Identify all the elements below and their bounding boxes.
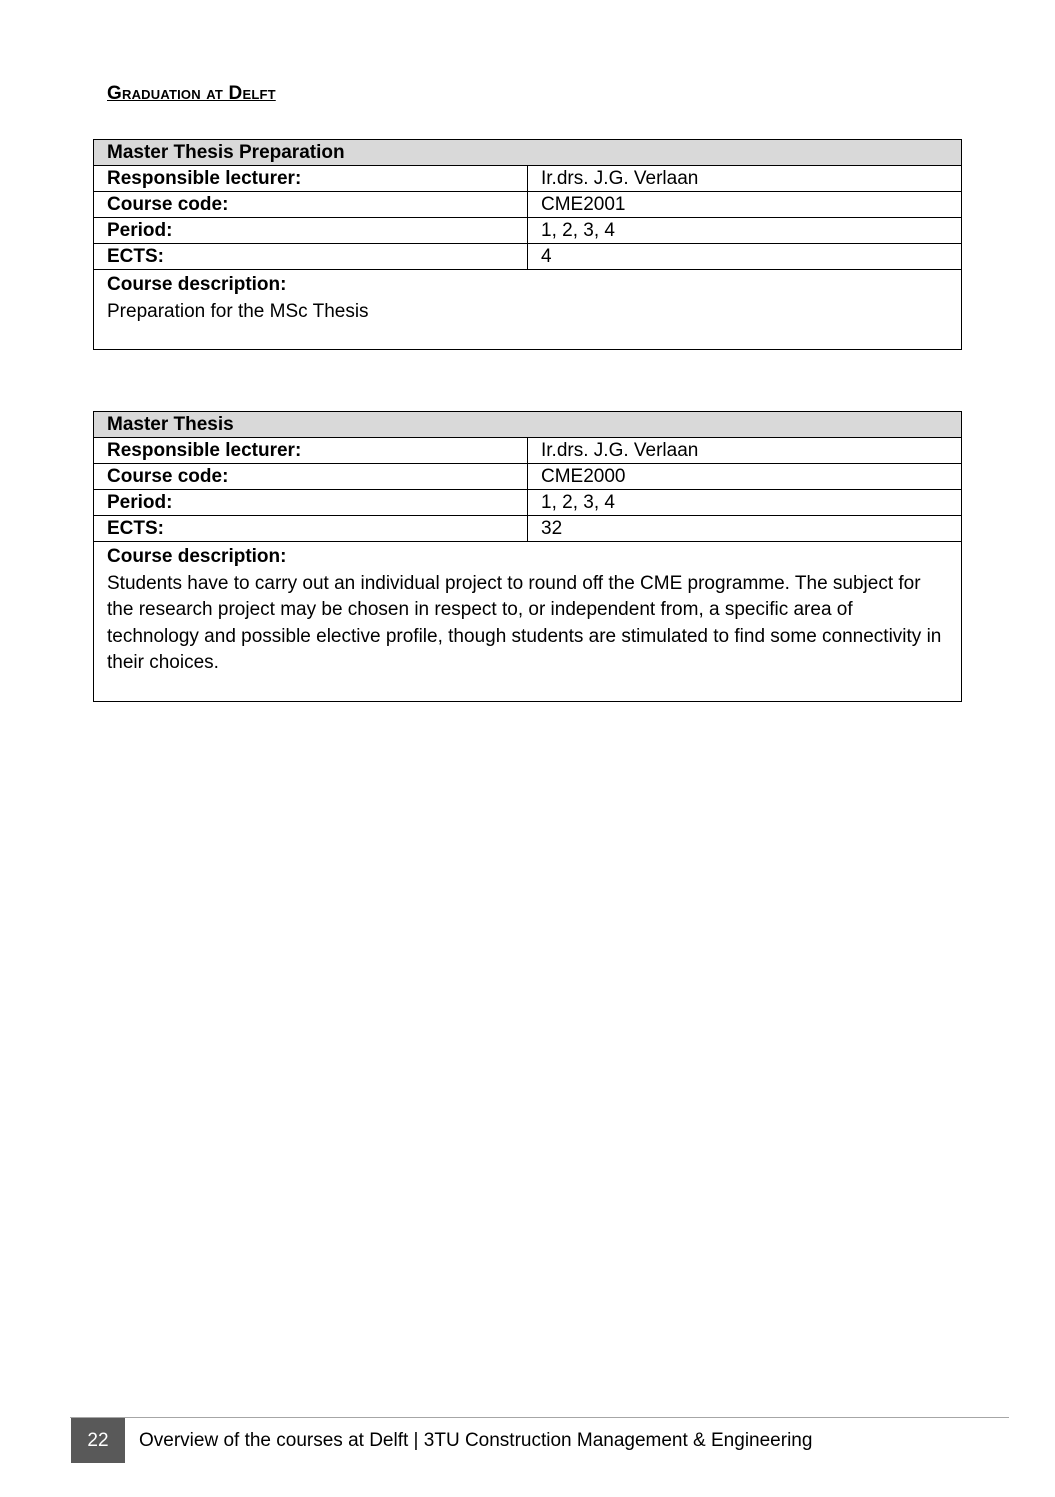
course-title-row: [94, 412, 962, 438]
ects-label: ECTS:: [94, 244, 528, 270]
course-table-thesis-preparation: [93, 139, 962, 350]
course-description-cell: [94, 542, 962, 702]
course-info-row: [94, 490, 962, 516]
course-info-row: [94, 218, 962, 244]
course-code-value: CME2000: [528, 464, 962, 490]
course-title: Master Thesis: [94, 412, 962, 438]
lecturer-value: Ir.drs. J.G. Verlaan: [528, 438, 962, 464]
period-value: 1, 2, 3, 4: [528, 218, 962, 244]
course-description-label: Course description:: [107, 546, 287, 567]
course-info-row: [94, 166, 962, 192]
footer-text: Overview of the courses at Delft | 3TU Construction Management & Engineering: [139, 1430, 813, 1451]
period-label: Period:: [94, 490, 528, 516]
ects-value: 32: [528, 516, 962, 542]
course-code-label: Course code:: [94, 464, 528, 490]
course-info-row: [94, 464, 962, 490]
course-code-value: CME2001: [528, 192, 962, 218]
course-code-label: Course code:: [94, 192, 528, 218]
page-number: 22: [71, 1418, 125, 1463]
course-description-row: [94, 542, 962, 702]
course-title: Master Thesis Preparation: [94, 140, 962, 166]
course-title-row: [94, 140, 962, 166]
ects-value: 4: [528, 244, 962, 270]
course-description-text: Preparation for the MSc Thesis: [107, 300, 369, 322]
course-description-text: Students have to carry out an individual project to round off the CME programme. The subject for the research project may be chosen in respect to, or independent from, a specific area of technology and possible elective profile, though students are stimulated to find some connectivity in their choices.: [107, 572, 942, 673]
course-description-cell: [94, 270, 962, 350]
lecturer-value: Ir.drs. J.G. Verlaan: [528, 166, 962, 192]
lecturer-label: Responsible lecturer:: [94, 438, 528, 464]
course-description-row: [94, 270, 962, 350]
period-value: 1, 2, 3, 4: [528, 490, 962, 516]
course-info-row: [94, 244, 962, 270]
course-description-label: Course description:: [107, 274, 287, 295]
section-heading: Graduation at Delft: [107, 83, 276, 104]
course-info-row: [94, 192, 962, 218]
course-info-row: [94, 516, 962, 542]
lecturer-label: Responsible lecturer:: [94, 166, 528, 192]
course-info-row: [94, 438, 962, 464]
course-table-master-thesis: [93, 411, 962, 702]
period-label: Period:: [94, 218, 528, 244]
ects-label: ECTS:: [94, 516, 528, 542]
